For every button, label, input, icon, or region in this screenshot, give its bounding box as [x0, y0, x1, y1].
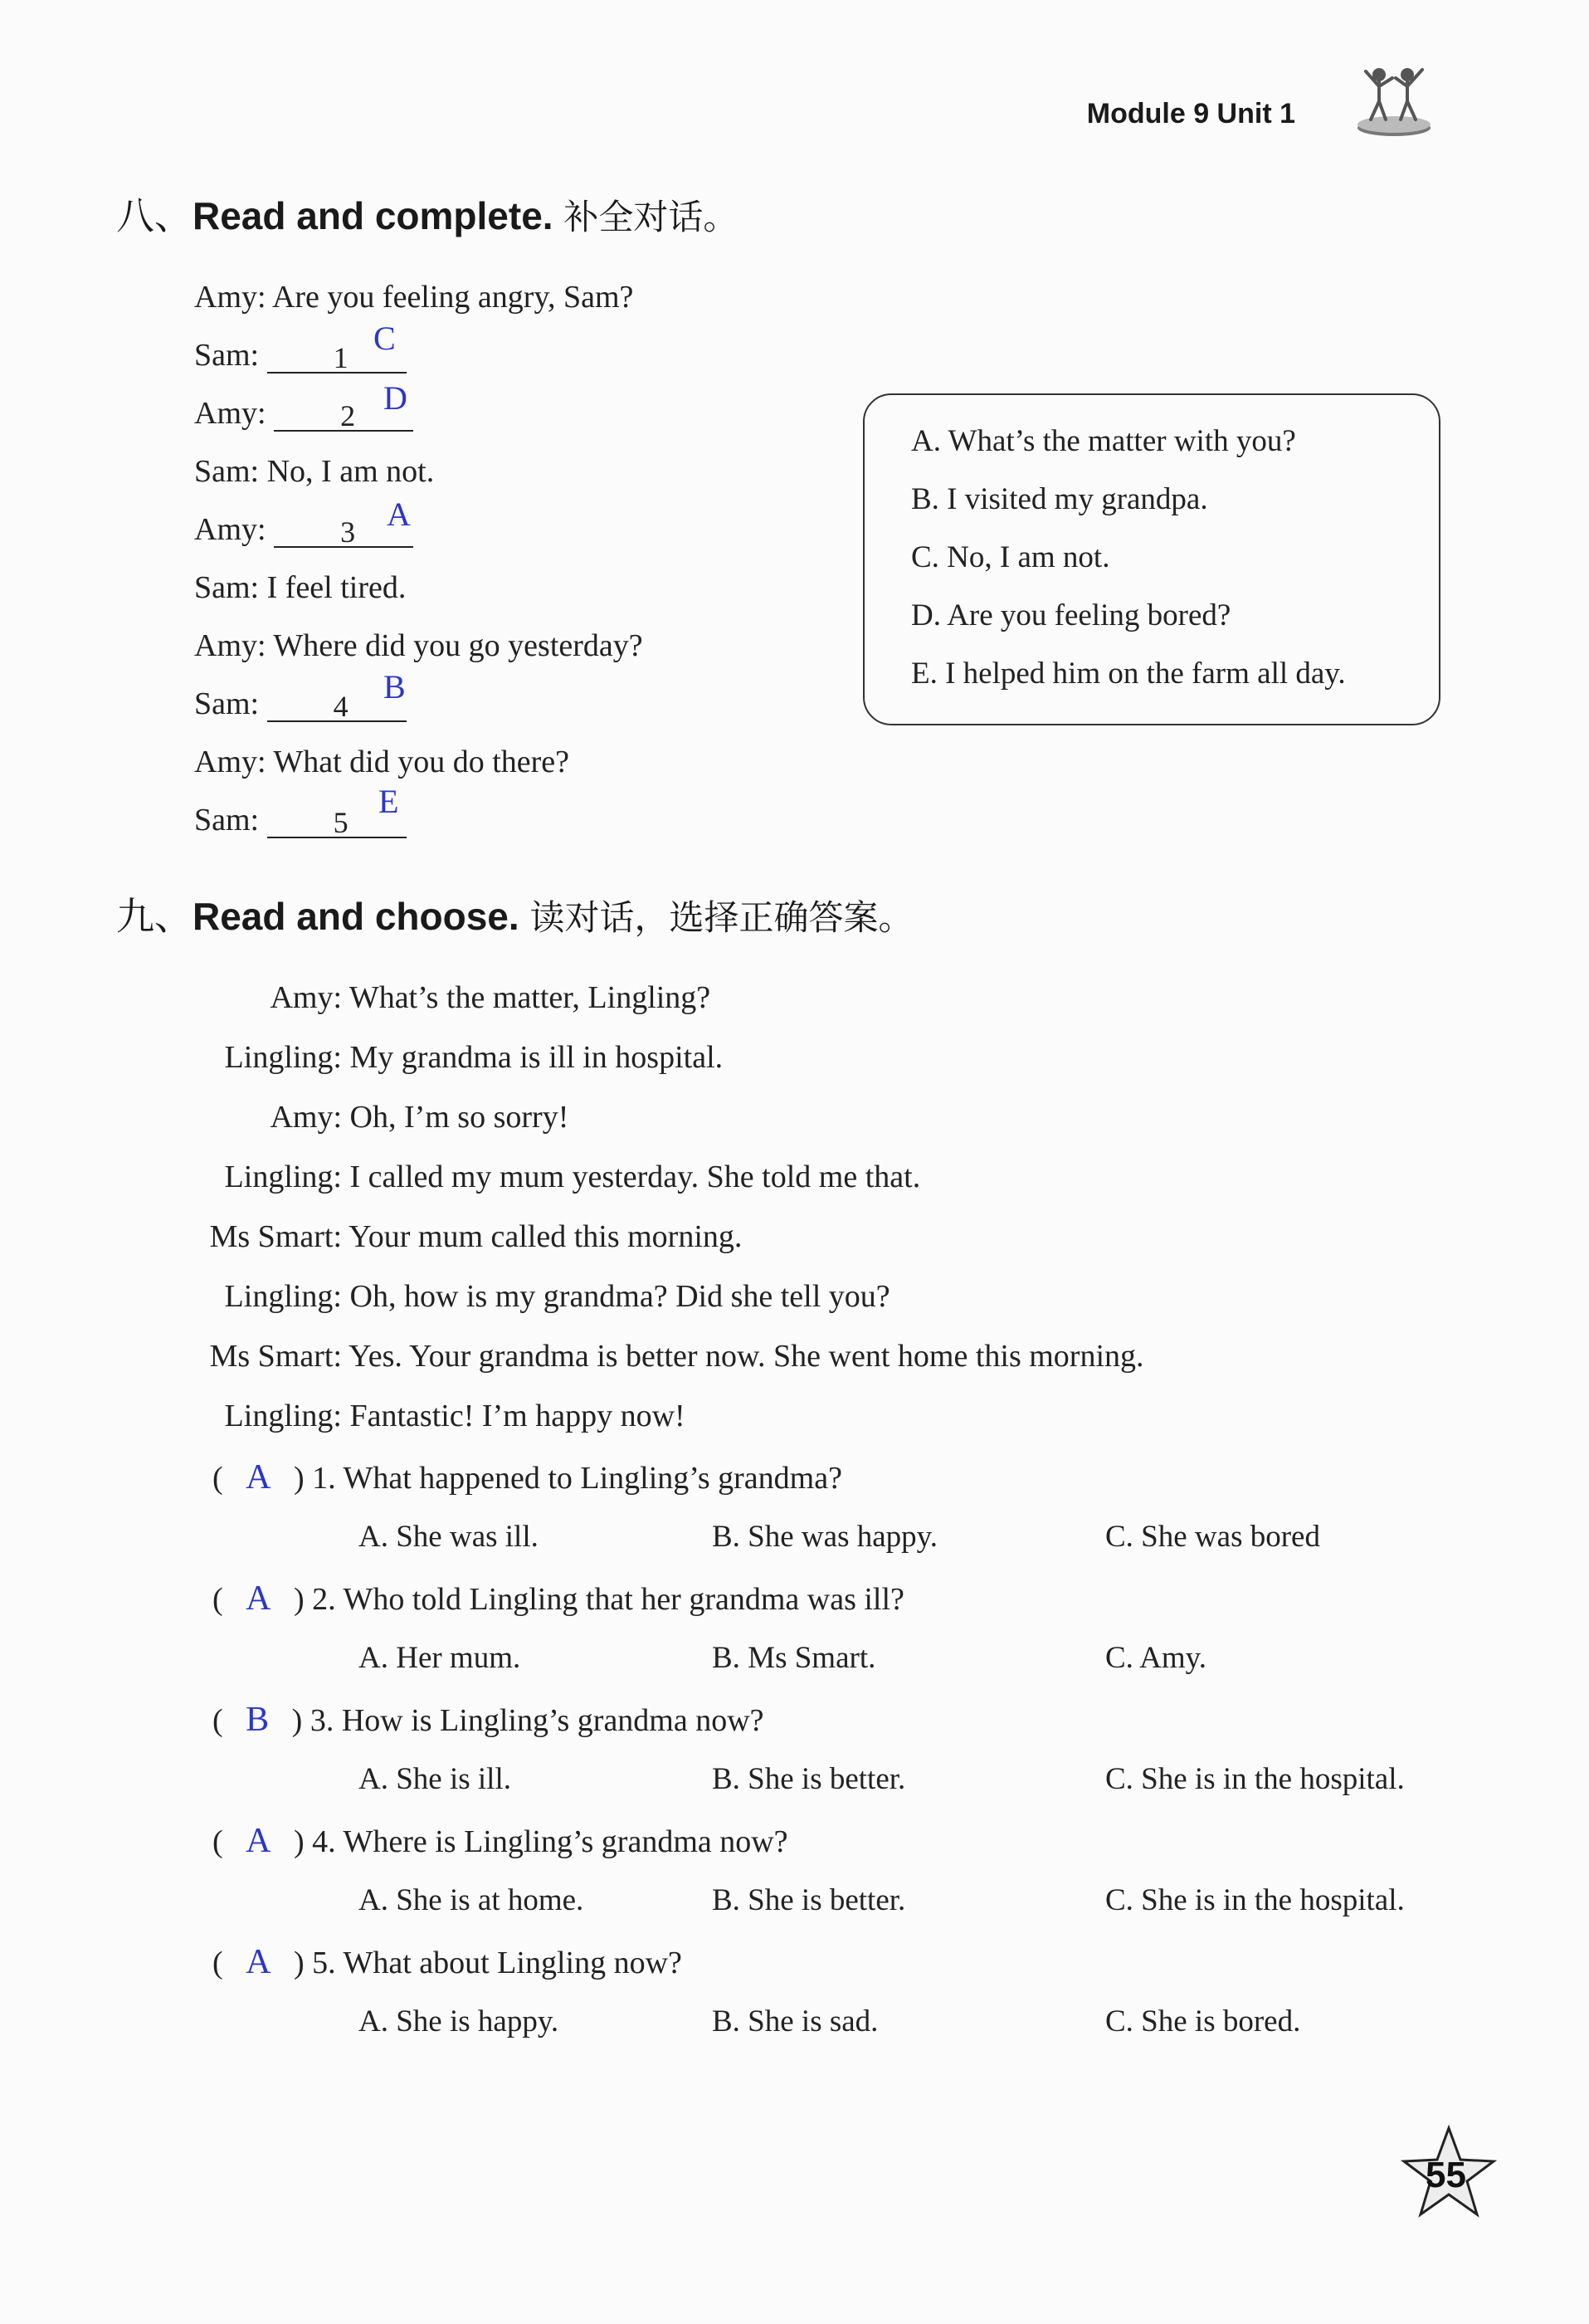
section8-title-en: Read and complete.: [193, 194, 553, 237]
choice-b[interactable]: B. She is better.: [712, 1762, 906, 1796]
speaker: Amy:: [270, 1100, 342, 1135]
handwritten-answer: E: [378, 783, 399, 820]
choice-b[interactable]: B. She was happy.: [712, 1520, 938, 1554]
choice-a[interactable]: A. She was ill.: [358, 1520, 539, 1554]
section9-title: [116, 886, 913, 941]
choice-c[interactable]: C. Amy.: [1105, 1641, 1206, 1675]
dialogue-line: Amy: Are you feeling angry, Sam?: [194, 280, 634, 315]
dialogue-line-blank-3: [194, 511, 413, 548]
dialogue-line: [194, 979, 710, 1016]
choice-c[interactable]: C. She is in the hospital.: [1105, 1883, 1405, 1917]
dialogue-line: [194, 1159, 920, 1195]
dialogue-line: [194, 1218, 742, 1255]
question-text: 1. What happened to Lingling’s grandma?: [312, 1461, 842, 1496]
dancers-logo-icon: [1353, 60, 1435, 143]
handwritten-answer: D: [383, 379, 407, 417]
dialogue-line: [194, 1039, 723, 1076]
handwritten-answer: B: [383, 668, 406, 706]
utterance: Yes. Your grandma is better now. She went home this morning.: [349, 1339, 1144, 1374]
utterance: Oh, I’m so sorry!: [349, 1100, 569, 1135]
blank-number: 5: [333, 806, 349, 839]
module-label: Module 9 Unit 1: [1086, 98, 1295, 129]
speaker: Ms Smart:: [209, 1339, 342, 1374]
choice-b[interactable]: B. Ms Smart.: [712, 1641, 876, 1675]
utterance: Oh, how is my grandma? Did she tell you?: [349, 1279, 890, 1314]
question-1: ( A ) 1. What happened to Lingling’s grandma?: [212, 1458, 842, 1496]
answer-paren[interactable]: A: [246, 1579, 271, 1618]
option-item: E. I helped him on the farm all day.: [911, 657, 1346, 691]
blank-number: 3: [340, 515, 356, 549]
section8-title: [116, 186, 738, 241]
handwritten-answer: C: [373, 320, 396, 357]
answer-paren[interactable]: A: [246, 1822, 271, 1860]
question-text: 5. What about Lingling now?: [312, 1946, 682, 1980]
option-item: B. I visited my grandpa.: [911, 482, 1208, 516]
question-text: 3. How is Lingling’s grandma now?: [310, 1703, 764, 1738]
dialogue-line: Sam: I feel tired.: [194, 570, 407, 605]
blank-number: 2: [340, 399, 356, 432]
utterance: Your mum called this morning.: [349, 1219, 743, 1254]
choice-c[interactable]: C. She is in the hospital.: [1105, 1762, 1405, 1796]
options-box: [863, 393, 1440, 725]
speaker: Amy:: [270, 980, 342, 1015]
question-text: 4. Where is Lingling’s grandma now?: [312, 1824, 788, 1859]
answer-paren[interactable]: A: [246, 1943, 271, 1981]
choice-b[interactable]: B. She is sad.: [712, 2004, 879, 2038]
blank-number: 4: [333, 690, 349, 723]
option-item: A. What’s the matter with you?: [911, 424, 1296, 458]
choice-a[interactable]: A. She is happy.: [358, 2004, 559, 2038]
dialogue-line-blank-4: [194, 686, 407, 722]
choice-a[interactable]: A. Her mum.: [358, 1641, 521, 1675]
question-5: ( A ) 5. What about Lingling now?: [212, 1943, 682, 1981]
answer-paren[interactable]: B: [246, 1701, 270, 1739]
speaker: Amy:: [194, 396, 266, 431]
speaker: Lingling:: [224, 1279, 342, 1314]
choice-b[interactable]: B. She is better.: [712, 1883, 906, 1917]
dialogue-line: [194, 1278, 890, 1315]
choice-a[interactable]: A. She is at home.: [358, 1883, 584, 1917]
blank-number: 1: [333, 341, 349, 374]
speaker: Lingling:: [224, 1040, 342, 1075]
dialogue-line-blank-5: [194, 802, 407, 838]
choice-a[interactable]: A. She is ill.: [358, 1762, 511, 1796]
utterance: What’s the matter, Lingling?: [349, 980, 711, 1015]
handwritten-answer: A: [387, 496, 411, 533]
option-item: C. No, I am not.: [911, 540, 1110, 574]
answer-paren[interactable]: A: [246, 1458, 271, 1496]
dialogue-line: Amy: Where did you go yesterday?: [194, 628, 643, 663]
option-item: D. Are you feeling bored?: [911, 598, 1231, 632]
question-text: 2. Who told Lingling that her grandma was ill?: [312, 1582, 904, 1617]
speaker: Sam:: [194, 803, 260, 837]
speaker: Lingling:: [224, 1160, 342, 1194]
section9-number: 九、: [116, 895, 193, 938]
dialogue-line: [194, 1099, 568, 1135]
question-2: ( A ) 2. Who told Lingling that her grandma was ill?: [212, 1579, 904, 1618]
utterance: My grandma is ill in hospital.: [349, 1040, 724, 1075]
utterance: Fantastic! I’m happy now!: [349, 1399, 685, 1433]
utterance: I called my mum yesterday. She told me that.: [349, 1160, 921, 1194]
dialogue-line: [194, 1398, 685, 1434]
section8-title-zh: 补全对话。: [563, 198, 738, 237]
dialogue-line: Amy: What did you do there?: [194, 745, 570, 779]
speaker: Sam:: [194, 338, 260, 373]
speaker: Sam:: [194, 686, 260, 721]
speaker: Ms Smart:: [209, 1219, 342, 1254]
dialogue-line: [194, 1338, 1144, 1374]
dialogue-line-blank-2: [194, 395, 413, 432]
page-number: 55: [1426, 2155, 1466, 2195]
question-4: ( A ) 4. Where is Lingling’s grandma now?: [212, 1822, 788, 1860]
speaker: Amy:: [194, 512, 266, 547]
section8-number: 八、: [116, 194, 193, 237]
choice-c[interactable]: C. She is bored.: [1105, 2004, 1301, 2038]
dialogue-line: Sam: No, I am not.: [194, 454, 435, 489]
section9-title-en: Read and choose.: [193, 895, 519, 938]
question-3: ( B ) 3. How is Lingling’s grandma now?: [212, 1701, 764, 1739]
choice-c[interactable]: C. She was bored: [1105, 1520, 1320, 1554]
speaker: Lingling:: [224, 1399, 342, 1433]
section9-title-zh: 读对话，选择正确答案。: [529, 898, 914, 937]
